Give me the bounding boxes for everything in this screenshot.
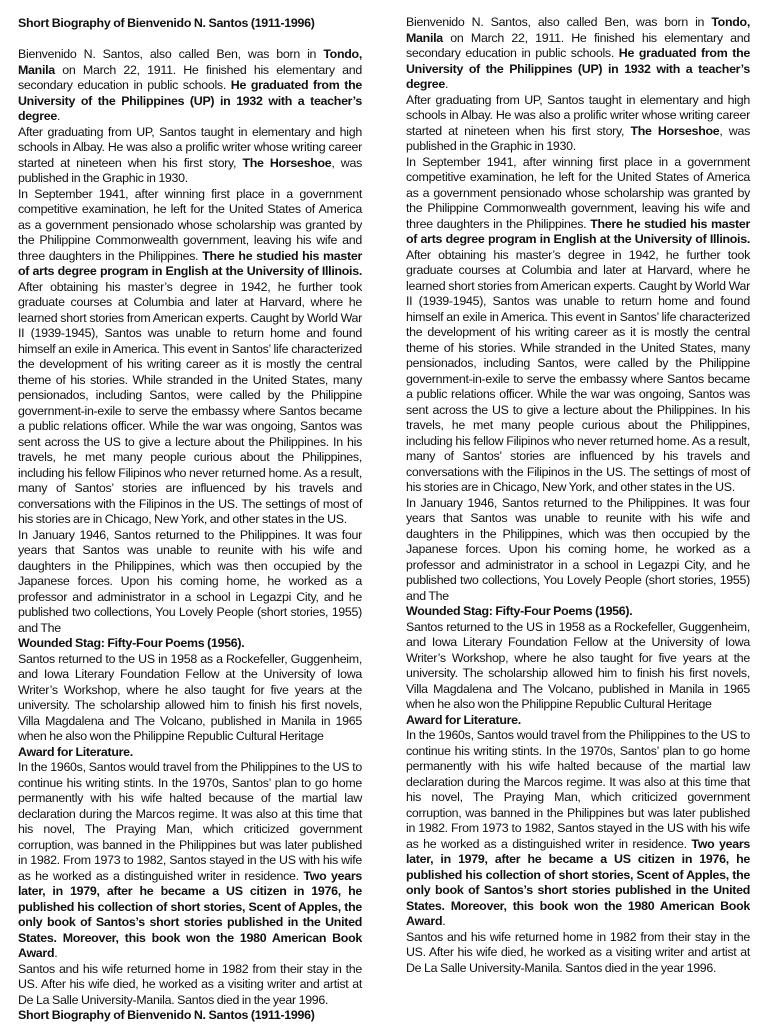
paragraph-return-1946: In January 1946, Santos returned to the Philippines. It was four years that Santos was unable to reunite with his wife and daughters in the Philippines, which was then occupied by the Japanese forces. Upon his coming home, he worked as a professor and administrator in a school in Legazpi City, and he published two collections, You Lovely People (short stories, 1955) and The	[18, 527, 362, 635]
paragraph-death: Santos and his wife returned home in 1982 from their stay in the US. After his wife died, he worked as a visiting writer and artist at De La Salle University-Manila. Santos died in the year 1996.	[18, 961, 362, 1007]
right-column	[406, 15, 750, 976]
paragraph-birth: Bienvenido N. Santos, also called Ben, was born in Tondo, Manila on March 22, 1911. He finished his elementary and secondary education in public schools. He graduated from the University of the Philippines (UP) in 1932 with a teacher’s degree.	[18, 47, 362, 123]
paragraph-return-1946: In January 1946, Santos returned to the Philippines. It was four years that Santos was unable to reunite with his wife and daughters in the Philippines, which was then occupied by the Japanese forces. Upon his coming home, he worked as a professor and administrator in a school in Legazpi City, and he published two collections, You Lovely People (short stories, 1955) and The	[406, 495, 750, 603]
paragraph-later-years: In the 1960s, Santos would travel from the Philippines to the US to continue his writing stints. In the 1970s, Santos’ plan to go home permanently with his wife halted because of the martial law declaration during the Marcos regime. It was also at this time that his novel, The Praying Man, which criticized government corruption, was banned in the Philippines but was later published in 1982. From 1973 to 1982, Santos stayed in the US with his wife as he worked as a distinguished writer in residence. Two years later, in 1979, after he became a US citizen in 1976, he published his collection of short stories, Scent of Apples, the only book of Santos’s short stories published in the United States. Moreover, this book won the 1980 American Book Award.	[406, 728, 751, 928]
paragraph-award: Award for Literature.	[18, 744, 133, 759]
paragraph-death: Santos and his wife returned home in 1982 from their stay in the US. After his wife died, he worked as a visiting writer and artist at De La Salle University-Manila. Santos died in the year 1996.	[406, 929, 750, 975]
paragraph-award: Award for Literature.	[406, 712, 521, 727]
document-title: Short Biography of Bienvenido N. Santos (1911-1996)	[18, 16, 315, 30]
paragraph-early-career: After graduating from UP, Santos taught in elementary and high schools in Albay. He was also a prolific writer whose writing career started at nineteen when his first story, The Horseshoe, was published in the Graphic in 1930.	[18, 124, 362, 185]
paragraph-wounded-stag: Wounded Stag: Fifty-Four Poems (1956).	[406, 604, 633, 618]
paragraph-iowa: Santos returned to the US in 1958 as a Rockefeller, Guggenheim, and Iowa Literary Foundation Fellow at the University of Iowa Writer’s Workshop, where he also taught for five years at the university. The scholarship allowed him to finish his first novels, Villa Magdalena and The Volcano, published in Manila in 1965 when he also won the Philippine Republic Cultural Heritage	[18, 651, 362, 743]
paragraph-wounded-stag: Wounded Stag: Fifty-Four Poems (1956).	[18, 636, 245, 650]
paragraph-us-study: In September 1941, after winning first place in a government competitive examination, he left for the United States of America as a government pensionado whose scholarship was granted by the Philippine Commonwealth government, leaving his wife and three daughters in the Philippines. There he studied his master of arts degree program in English at the University of Illinois. After obtaining his master’s degree in 1942, he further took graduate courses at Columbia and later at Harvard, where he learned short stories from American experts. Caught by World War II (1939-1945), Santos was unable to return home and found himself an exile in America. This event in Santos’ life characterized the development of his writing career as it is mostly the central theme of his stories. While stranded in the United States, many pensionados, including Santos, were called by the Philippine government-in-exile to serve the embassy where Santos became a public relations officer. While the war was ongoing, Santos was sent across the US to give a lecture about the Philippines. In his travels, he met many people curious about the Philippines, including his fellow Filipinos who never returned home. As a result, many of Santos’ stories are influenced by his travels and conversations with the Filipinos in the US. The settings of most of his stories are in Chicago, New York, and other states in the US.	[406, 154, 750, 494]
paragraph-birth: Bienvenido N. Santos, also called Ben, was born in Tondo, Manila on March 22, 1911. He finished his elementary and secondary education in public schools. He graduated from the University of the Philippines (UP) in 1932 with a teacher’s degree.	[406, 15, 750, 91]
paragraph-early-career: After graduating from UP, Santos taught in elementary and high schools in Albay. He was also a prolific writer whose writing career started at nineteen when his first story, The Horseshoe, was published in the Graphic in 1930.	[406, 92, 750, 153]
left-column	[18, 16, 362, 1024]
spacer	[18, 32, 362, 48]
document-title-repeat: Short Biography of Bienvenido N. Santos (1911-1996)	[18, 1008, 315, 1022]
paragraph-later-years: In the 1960s, Santos would travel from the Philippines to the US to continue his writing stints. In the 1970s, Santos’ plan to go home permanently with his wife halted because of the martial law declaration during the Marcos regime. It was also at this time that his novel, The Praying Man, which criticized government corruption, was banned in the Philippines but was later published in 1982. From 1973 to 1982, Santos stayed in the US with his wife as he worked as a distinguished writer in residence. Two years later, in 1979, after he became a US citizen in 1976, he published his collection of short stories, Scent of Apples, the only book of Santos’s short stories published in the United States. Moreover, this book won the 1980 American Book Award.	[18, 760, 363, 960]
paragraph-iowa: Santos returned to the US in 1958 as a Rockefeller, Guggenheim, and Iowa Literary Foundation Fellow at the University of Iowa Writer’s Workshop, where he also taught for five years at the university. The scholarship allowed him to finish his first novels, Villa Magdalena and The Volcano, published in Manila in 1965 when he also won the Philippine Republic Cultural Heritage	[406, 619, 750, 711]
paragraph-us-study: In September 1941, after winning first place in a government competitive examination, he left for the United States of America as a government pensionado whose scholarship was granted by the Philippine Commonwealth government, leaving his wife and three daughters in the Philippines. There he studied his master of arts degree program in English at the University of Illinois. After obtaining his master’s degree in 1942, he further took graduate courses at Columbia and later at Harvard, where he learned short stories from American experts. Caught by World War II (1939-1945), Santos was unable to return home and found himself an exile in America. This event in Santos’ life characterized the development of his writing career as it is mostly the central theme of his stories. While stranded in the United States, many pensionados, including Santos, were called by the Philippine government-in-exile to serve the embassy where Santos became a public relations officer. While the war was ongoing, Santos was sent across the US to give a lecture about the Philippines. In his travels, he met many people curious about the Philippines, including his fellow Filipinos who never returned home. As a result, many of Santos’ stories are influenced by his travels and conversations with the Filipinos in the US. The settings of most of his stories are in Chicago, New York, and other states in the US.	[18, 186, 362, 526]
